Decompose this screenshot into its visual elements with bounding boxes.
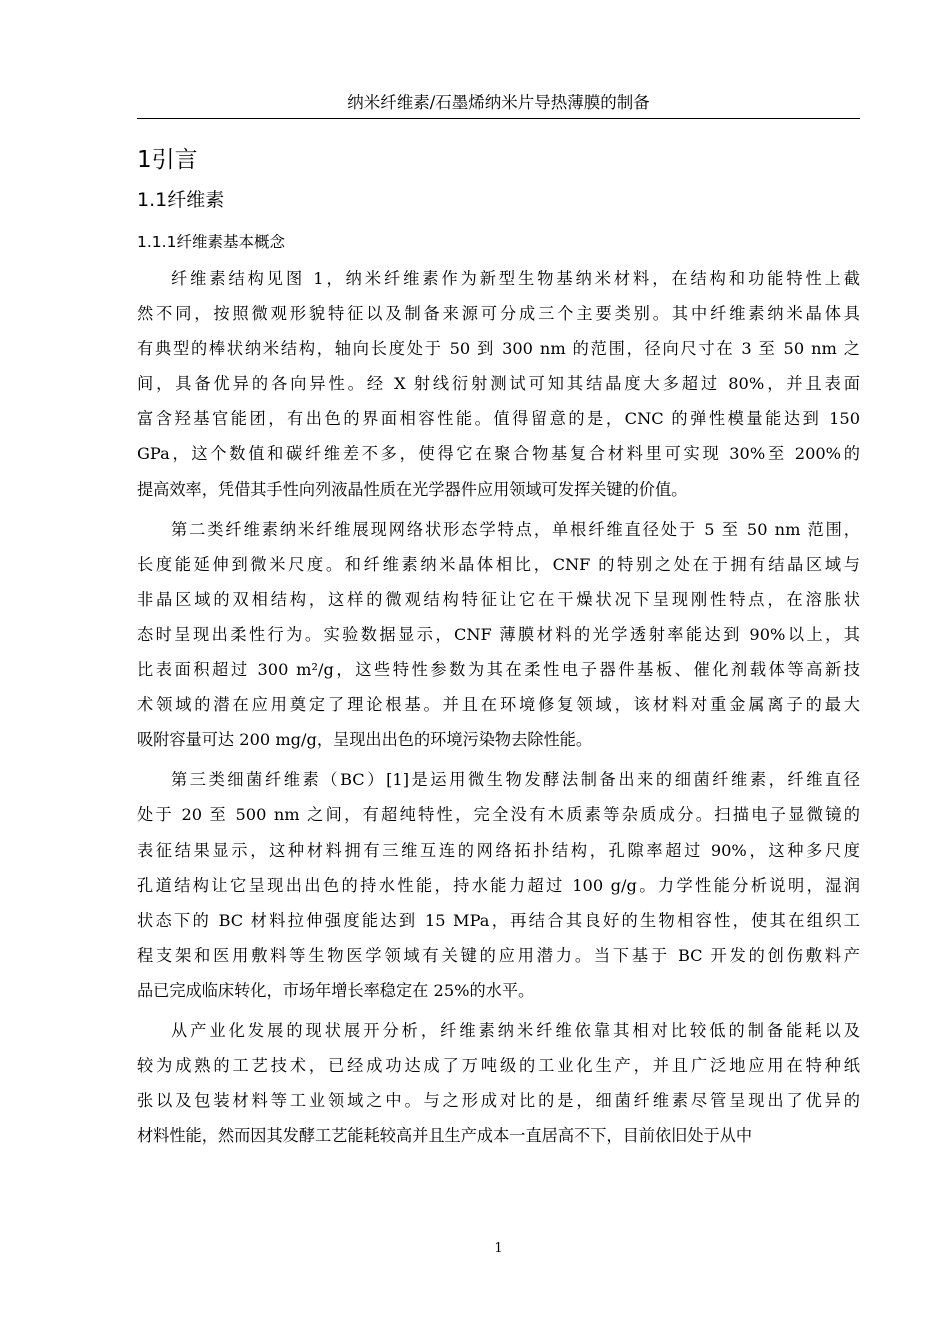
paragraph — [137, 512, 860, 758]
page-header: 纳米纤维素/石墨烯纳米片导热薄膜的制备 — [137, 92, 860, 119]
text-line: 然不同，按照微观形貌特征以及制备来源可分成三个主要类别。其中纤维素纳米晶体具 — [137, 304, 860, 324]
paragraph — [137, 762, 860, 1008]
text-line: 态时呈现出柔性行为。实验数据显示，CNF 薄膜材料的光学透射率能达到 90%以上，其 — [137, 624, 860, 644]
body-text — [137, 261, 860, 1158]
text-line: 状态下的 BC 材料拉伸强度能达到 15 MPa，再结合其良好的生物相容性，使其在组织工 — [137, 910, 860, 930]
text-line: 第二类纤维素纳米纤维展现网络状形态学特点，单根纤维直径处于 5 至 50 nm 范围， — [171, 519, 860, 539]
text-line: 表征结果显示，这种材料拥有三维互连的网络拓扑结构，孔隙率超过 90%，这种多尺度 — [137, 840, 860, 860]
text-line: 纤维素结构见图 1，纳米纤维素作为新型生物基纳米材料，在结构和功能特性上截 — [171, 269, 860, 288]
text-line: 长度能延伸到微米尺度。和纤维素纳米晶体相比，CNF 的特别之处在于拥有结晶区域与 — [137, 554, 860, 574]
text-line: 材料性能，然而因其发酵工艺能耗较高并且生产成本一直居高不下，目前依旧处于从中 — [137, 1126, 753, 1146]
chapter-heading: 1引言 — [137, 147, 198, 173]
text-line: 非晶区域的双相结构，这样的微观结构特征让它在干燥状况下呈现刚性特点，在溶胀状 — [137, 589, 860, 609]
text-line: 程支架和医用敷料等生物医学领域有关键的应用潜力。当下基于 BC 开发的创伤敷料产 — [137, 945, 860, 965]
subsection-heading: 1.1.1纤维素基本概念 — [137, 233, 285, 251]
text-line: 比表面积超过 300 m²/g，这些特性参数为其在柔性电子器件基板、催化剂载体等高新技 — [137, 660, 860, 680]
page-number: 1 — [494, 1241, 503, 1256]
paragraph — [137, 1013, 860, 1153]
text-line: 较为成熟的工艺技术，已经成功达成了万吨级的工业化生产，并且广泛地应用在特种纸 — [137, 1056, 860, 1076]
text-line: 吸附容量可达 200 mg/g，呈现出出色的环境污染物去除性能。 — [137, 730, 593, 750]
text-line: 第三类细菌纤维素（BC）[1]是运用微生物发酵法制备出来的细菌纤维素，纤维直径 — [171, 770, 860, 790]
text-line: GPa，这个数值和碳纤维差不多，使得它在聚合物基复合材料里可实现 30%至 200%的 — [137, 444, 860, 464]
paragraph — [137, 261, 860, 507]
text-line: 富含羟基官能团，有出色的界面相容性能。值得留意的是，CNC 的弹性模量能达到 150 — [137, 409, 860, 429]
text-line: 间，具备优异的各向异性。经 X 射线衍射测试可知其结晶度大多超过 80%，并且表面 — [137, 374, 860, 394]
text-line: 提高效率，凭借其手性向列液晶性质在光学器件应用领域可发挥关键的价值。 — [137, 479, 688, 499]
text-line: 品已完成临床转化，市场年增长率稳定在 25%的水平。 — [137, 980, 535, 1000]
text-line: 从产业化发展的现状展开分析，纤维素纳米纤维依靠其相对比较低的制备能耗以及 — [171, 1020, 860, 1040]
text-line: 处于 20 至 500 nm 之间，有超纯特性，完全没有木质素等杂质成分。扫描电子显微镜的 — [137, 805, 860, 825]
text-line: 张以及包装材料等工业领域之中。与之形成对比的是，细菌纤维素尽管呈现出了优异的 — [137, 1091, 860, 1111]
text-line: 孔道结构让它呈现出出色的持水性能，持水能力超过 100 g/g。力学性能分析说明，湿润 — [137, 875, 860, 895]
text-line: 术领域的潜在应用奠定了理论根基。并且在环境修复领域，该材料对重金属离子的最大 — [137, 695, 860, 715]
text-line: 有典型的棒状纳米结构，轴向长度处于 50 到 300 nm 的范围，径向尺寸在 3 至 50 nm 之 — [137, 339, 860, 359]
section-heading: 1.1纤维素 — [137, 189, 225, 211]
